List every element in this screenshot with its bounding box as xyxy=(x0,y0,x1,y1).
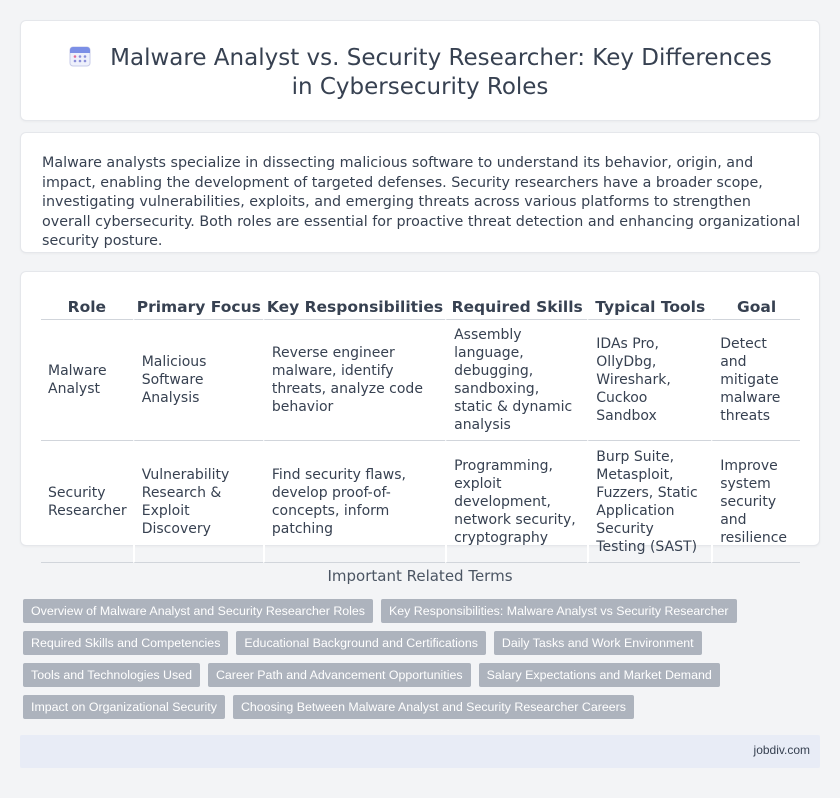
header-goal: Goal xyxy=(711,294,800,320)
comparison-card xyxy=(20,271,820,555)
related-term-tag[interactable]: Salary Expectations and Market Demand xyxy=(479,663,720,687)
table-cell: Improve system security and resilience xyxy=(711,441,800,563)
related-terms-list xyxy=(23,599,813,727)
calendar-icon xyxy=(68,44,92,68)
table-cell: IDAs Pro, OllyDbg, Wireshark, Cuckoo Sandbox xyxy=(587,320,711,441)
table-row xyxy=(41,320,800,441)
title-card xyxy=(20,20,820,121)
header-key-responsibilities: Key Responsibilities xyxy=(263,294,445,320)
table-cell: Malware Analyst xyxy=(41,320,133,441)
table-cell: Find security flaws, develop proof-of-concepts, inform patching xyxy=(263,441,445,563)
header-required-skills: Required Skills xyxy=(445,294,587,320)
table-cell: Detect and mitigate malware threats xyxy=(711,320,800,441)
related-term-tag[interactable]: Required Skills and Competencies xyxy=(23,631,228,655)
tag-row xyxy=(23,695,813,719)
tag-row xyxy=(23,663,813,687)
related-term-tag[interactable]: Tools and Technologies Used xyxy=(23,663,200,687)
table-cell: Malicious Software Analysis xyxy=(133,320,263,441)
header-primary-focus: Primary Focus xyxy=(133,294,263,320)
header-typical-tools: Typical Tools xyxy=(587,294,711,320)
table-cell: Reverse engineer malware, identify threats, analyze code behavior xyxy=(263,320,445,441)
table-row xyxy=(41,441,800,563)
related-term-tag[interactable]: Impact on Organizational Security xyxy=(23,695,225,719)
tag-row xyxy=(23,599,813,623)
footer xyxy=(20,735,820,768)
table-header-row xyxy=(41,294,800,320)
related-term-tag[interactable]: Overview of Malware Analyst and Security Researcher Roles xyxy=(23,599,373,623)
page-title-wrap xyxy=(61,44,779,102)
related-term-tag[interactable]: Choosing Between Malware Analyst and Security Researcher Careers xyxy=(233,695,634,719)
comparison-table xyxy=(41,294,800,563)
related-term-tag[interactable]: Educational Background and Certifications xyxy=(236,631,486,655)
table-cell: Burp Suite, Metasploit, Fuzzers, Static Application Security Testing (SAST) xyxy=(587,441,711,563)
intro-paragraph: Malware analysts specialize in dissecting malicious software to understand its behavior, origin, and impact, enabling the development of targeted defenses. Security researchers have a broader scope, investigating vulnerabilities, exploits, and emerging threats across various platforms to strengthen overall cybersecurity. Both roles are essential for proactive threat detection and enhancing organizational security posture. xyxy=(42,155,801,249)
table-cell: Vulnerability Research & Exploit Discovery xyxy=(133,441,263,563)
table-cell: Programming, exploit development, network security, cryptography xyxy=(445,441,587,563)
intro-card xyxy=(20,132,820,253)
related-terms-heading: Important Related Terms xyxy=(327,567,513,585)
page-title: Malware Analyst vs. Security Researcher: Key Differences in Cybersecurity Roles xyxy=(110,45,772,100)
table-cell: Security Researcher xyxy=(41,441,133,563)
related-term-tag[interactable]: Daily Tasks and Work Environment xyxy=(494,631,702,655)
table-cell: Assembly language, debugging, sandboxing, static & dynamic analysis xyxy=(445,320,587,441)
tag-row xyxy=(23,631,813,655)
footer-site-link[interactable]: jobdiv.com xyxy=(753,743,810,757)
related-term-tag[interactable]: Career Path and Advancement Opportunities xyxy=(208,663,471,687)
related-term-tag[interactable]: Key Responsibilities: Malware Analyst vs Security Researcher xyxy=(381,599,737,623)
header-role: Role xyxy=(41,294,133,320)
